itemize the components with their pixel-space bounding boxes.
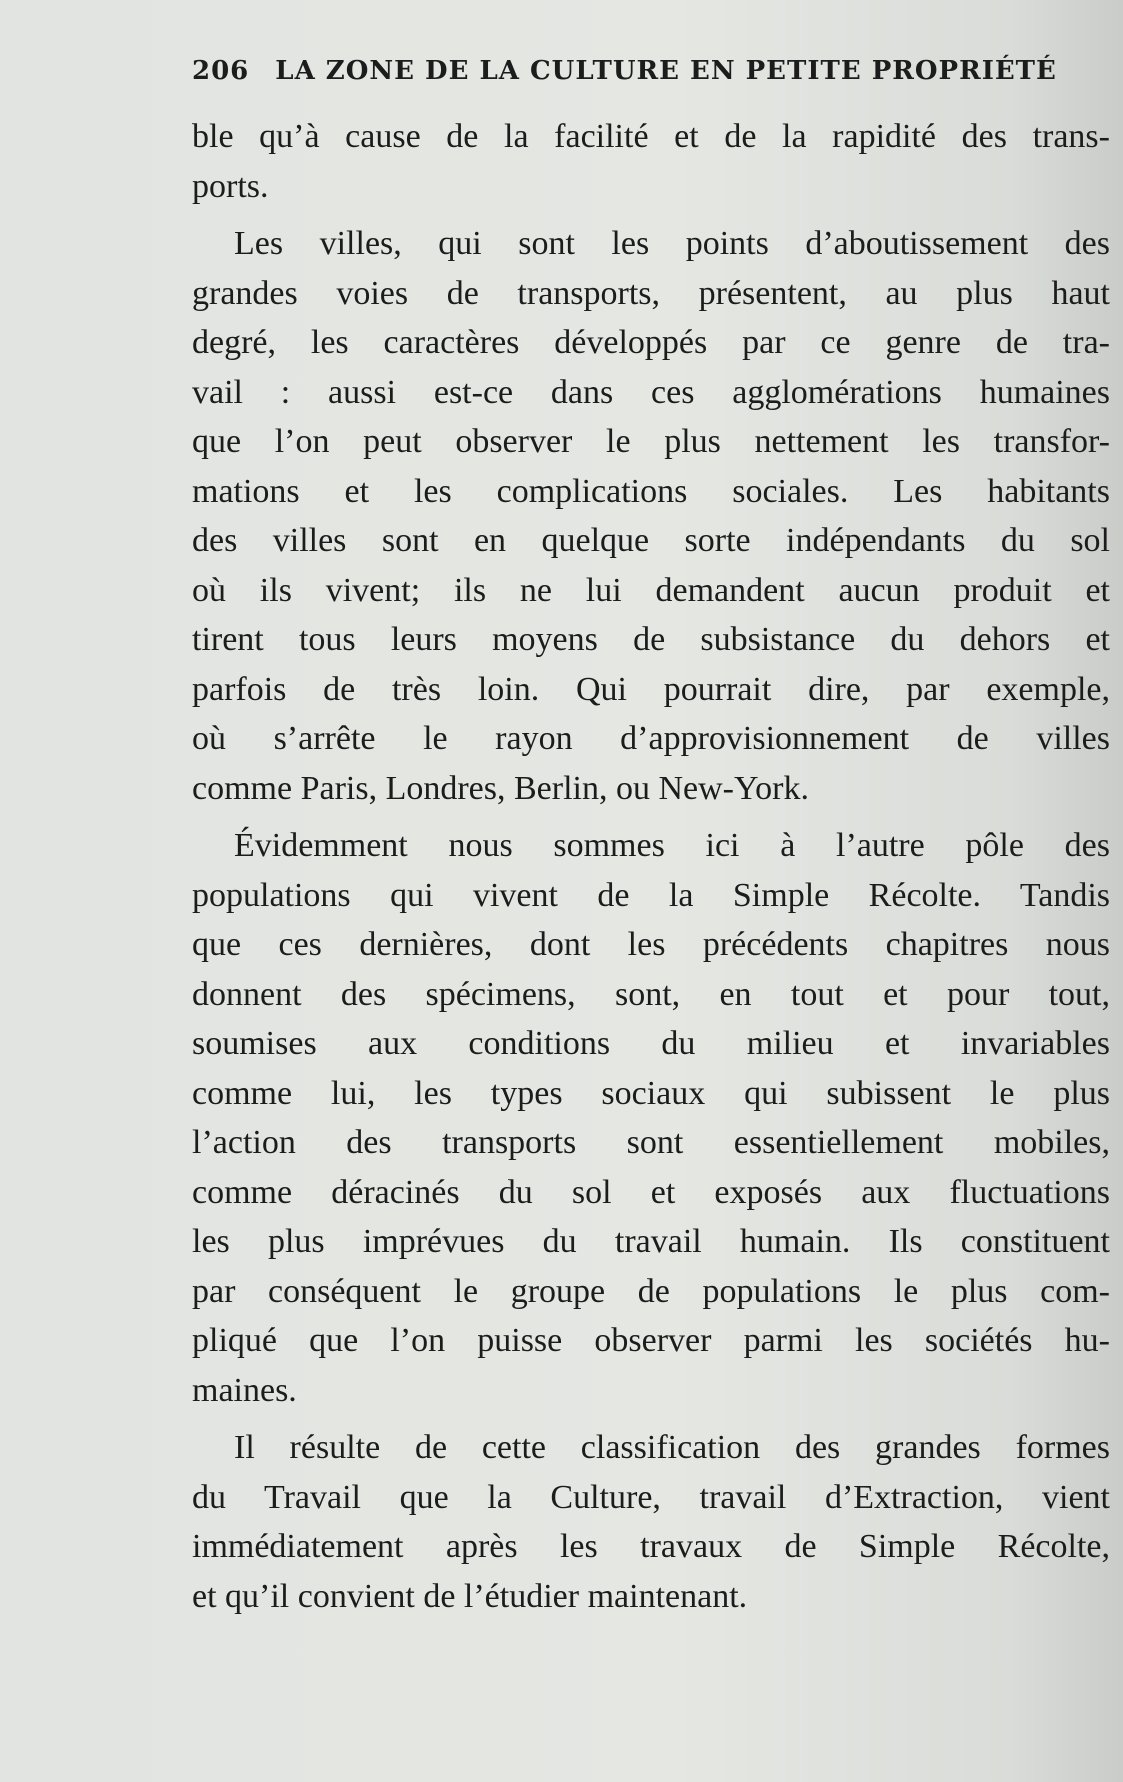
- running-header: [192, 48, 1110, 112]
- text-line: donnent des spécimens, sont, en tout et pour tout,: [192, 975, 1110, 1013]
- text-block: [192, 48, 1110, 1629]
- text-line: degré, les caractères développés par ce genre de tra-: [192, 324, 1110, 361]
- text-line: les plus imprévues du travail humain. Ils constituent: [192, 1223, 1110, 1260]
- text-line: du Travail que la Culture, travail d’Extraction, vient: [192, 1478, 1110, 1516]
- text-line: Il résulte de cette classification des grandes formes: [234, 1429, 1110, 1466]
- text-line: pliqué que l’on puisse observer parmi les sociétés hu-: [192, 1322, 1110, 1359]
- text-line: où s’arrête le rayon d’approvisionnement de villes: [192, 720, 1110, 757]
- text-line: mations et les complications sociales. Les habitants: [192, 472, 1110, 510]
- paragraph: [192, 1423, 1110, 1621]
- text-line: vail : aussi est-ce dans ces agglomérations humaines: [192, 373, 1110, 411]
- text-line: Évidemment nous sommes ici à l’autre pôle des: [234, 827, 1110, 864]
- text-line: grandes voies de transports, présentent, au plus haut: [192, 274, 1110, 312]
- text-line: l’action des transports sont essentiellement mobiles,: [192, 1124, 1110, 1161]
- text-line: soumises aux conditions du milieu et invariables: [192, 1025, 1110, 1062]
- text-line: comme Paris, Londres, Berlin, ou New-York.: [192, 769, 809, 807]
- text-line: ports.: [192, 167, 269, 205]
- text-line: et qu’il convient de l’étudier maintenant.: [192, 1577, 748, 1615]
- text-line: populations qui vivent de la Simple Récolte. Tandis: [192, 876, 1110, 914]
- paragraph: [192, 112, 1110, 211]
- paragraph: [192, 821, 1110, 1415]
- running-title: LA ZONE DE LA CULTURE EN PETITE PROPRIÉTÉ: [275, 56, 1057, 86]
- text-line: des villes sont en quelque sorte indépendants du sol: [192, 522, 1110, 559]
- text-line: parfois de très loin. Qui pourrait dire, par exemple,: [192, 670, 1110, 708]
- text-line: immédiatement après les travaux de Simple Récolte,: [192, 1528, 1110, 1565]
- text-line: comme lui, les types sociaux qui subissent le plus: [192, 1074, 1110, 1112]
- text-line: où ils vivent; ils ne lui demandent aucun produit et: [192, 571, 1110, 609]
- text-line: comme déracinés du sol et exposés aux fluctuations: [192, 1173, 1110, 1211]
- text-line: par conséquent le groupe de populations le plus com-: [192, 1272, 1110, 1310]
- text-line: que ces dernières, dont les précédents chapitres nous: [192, 926, 1110, 963]
- text-line: ble qu’à cause de la facilité et de la rapidité des trans-: [192, 118, 1110, 155]
- text-line: que l’on peut observer le plus nettement les transfor-: [192, 423, 1110, 460]
- paragraph: [192, 219, 1110, 813]
- text-line: maines.: [192, 1371, 297, 1409]
- page-number: 206: [192, 56, 250, 86]
- text-line: Les villes, qui sont les points d’aboutissement des: [234, 225, 1110, 262]
- text-line: tirent tous leurs moyens de subsistance du dehors et: [192, 621, 1110, 658]
